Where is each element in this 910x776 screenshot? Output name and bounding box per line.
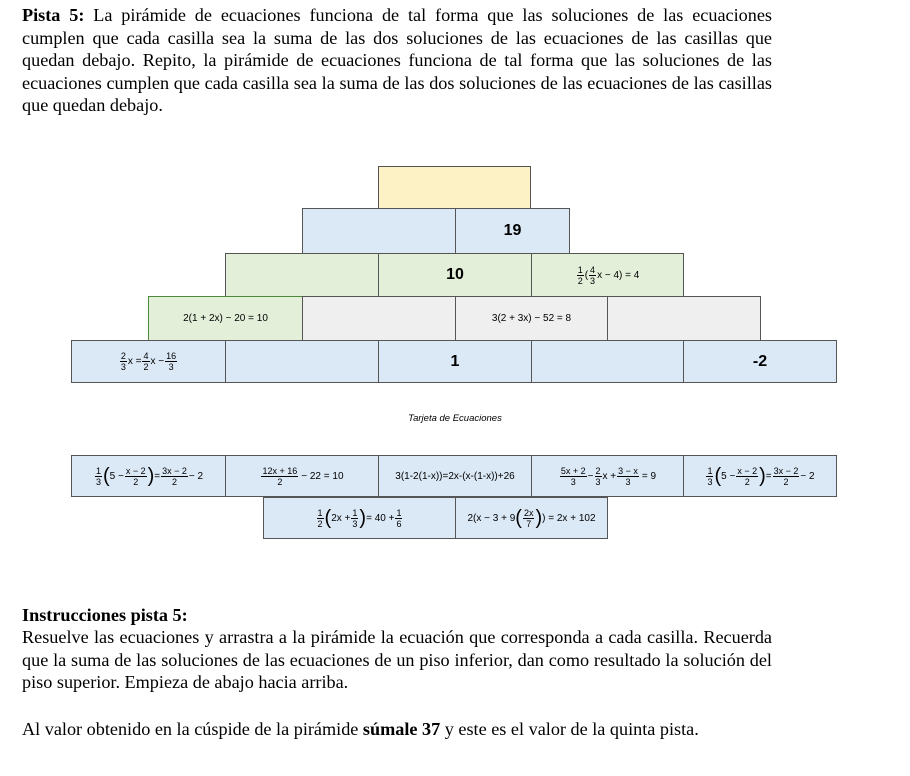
pyramid-row3-cell-1[interactable] bbox=[225, 253, 379, 297]
pyramid-row2-cell-1[interactable] bbox=[302, 208, 456, 254]
equation-card-7[interactable]: 2(x − 3 + 9 ( $\frac{2x}{7}$ ) ) = 2x + 102 bbox=[455, 497, 608, 539]
pyramid-row4-cell-1[interactable] bbox=[148, 296, 303, 341]
pyramid-value-minus-2: -2 bbox=[752, 352, 768, 370]
pyramid-top-cell[interactable] bbox=[378, 166, 531, 210]
equation-card-6[interactable]: $\frac{1}{2}$ ( 2x + $\frac{1}{3}$ ) = 40 + $\frac{1}{6}$ bbox=[263, 497, 456, 539]
pyramid-value-1: 1 bbox=[450, 352, 460, 370]
equation-cards-title: Tarjeta de Ecuaciones bbox=[408, 413, 502, 424]
pyramid-row5-cell-3[interactable] bbox=[378, 340, 532, 383]
pyramid-row4-cell-4[interactable] bbox=[607, 296, 761, 341]
pyramid-row5-cell-1[interactable] bbox=[71, 340, 226, 383]
pyramid-row5-cell-5[interactable] bbox=[683, 340, 837, 383]
equation-card-3[interactable]: 3(1-2(1-x))=2x-(x-(1-x))+26 bbox=[378, 455, 532, 497]
pyramid-row3-equation: $\frac{1}{2}$ ( $\frac{4}{3}$ x − 4) = 4 bbox=[577, 264, 640, 286]
instructions-title: Instrucciones pista 5: bbox=[22, 605, 188, 625]
pyramid-row5-equation-1: $\frac{2}{3}$ x = $\frac{4}{2}$ x − $\frac{16}{3}$ bbox=[120, 351, 177, 372]
pyramid-row2-cell-2[interactable] bbox=[455, 208, 570, 254]
pyramid-row3-cell-3[interactable] bbox=[531, 253, 684, 297]
equation-card-1[interactable]: $\frac{1}{3}$ ( 5 − $\frac{x - 2}{2}$ ) = $\frac{3x - 2}{2}$ − 2 bbox=[71, 455, 226, 497]
pyramid-row4-equation-1: 2(1 + 2x) − 20 = 10 bbox=[183, 313, 268, 324]
pyramid-value-19: 19 bbox=[503, 222, 522, 239]
pyramid-row5-cell-2[interactable] bbox=[225, 340, 379, 383]
pyramid-value-10: 10 bbox=[446, 266, 464, 283]
pyramid-row4-equation-2: 3(2 + 3x) − 52 = 8 bbox=[491, 313, 572, 324]
pyramid-row4-cell-2[interactable] bbox=[302, 296, 456, 341]
intro-label: Pista 5: bbox=[22, 5, 85, 25]
pyramid-row5-cell-4[interactable] bbox=[531, 340, 684, 383]
equation-card-5[interactable]: $\frac{1}{3}$ ( 5 − $\frac{x - 2}{2}$ ) = $\frac{3x - 2}{2}$ − 2 bbox=[683, 455, 837, 497]
equation-card-4[interactable]: $\frac{5x + 2}{3}$ − $\frac{2}{3}$ x + $\frac{3 - x}{3}$ = 9 bbox=[531, 455, 684, 497]
instructions-body: Resuelve las ecuaciones y arrastra a la pirámide la ecuación que corresponda a cada casilla. Recuerda que la suma de las soluciones de las ecuaciones de un piso inferior, dan como resultado la solución del piso superior. Empieza de abajo hacia arriba. bbox=[22, 627, 772, 692]
intro-paragraph bbox=[22, 4, 772, 117]
final-instruction: Al valor obtenido en la cúspide de la pirámide súmale 37 y este es el valor de la quinta pista. bbox=[22, 719, 699, 739]
pyramid-row4-cell-3[interactable] bbox=[455, 296, 608, 341]
pyramid-row3-cell-2[interactable] bbox=[378, 253, 532, 297]
equation-card-2[interactable]: $\frac{12x + 16}{2}$ − 22 = 10 bbox=[225, 455, 379, 497]
intro-text: La pirámide de ecuaciones funciona de tal forma que las soluciones de las ecuaciones cumplen que cada casilla sea la suma de las dos soluciones de las ecuaciones de las casillas que quedan debajo. Repito, la pirámide de ecuaciones funciona de tal forma que las soluciones de las ecuaciones cumplen que cada casilla sea la suma de las dos soluciones de las ecuaciones de las casillas que quedan debajo. bbox=[22, 5, 772, 115]
